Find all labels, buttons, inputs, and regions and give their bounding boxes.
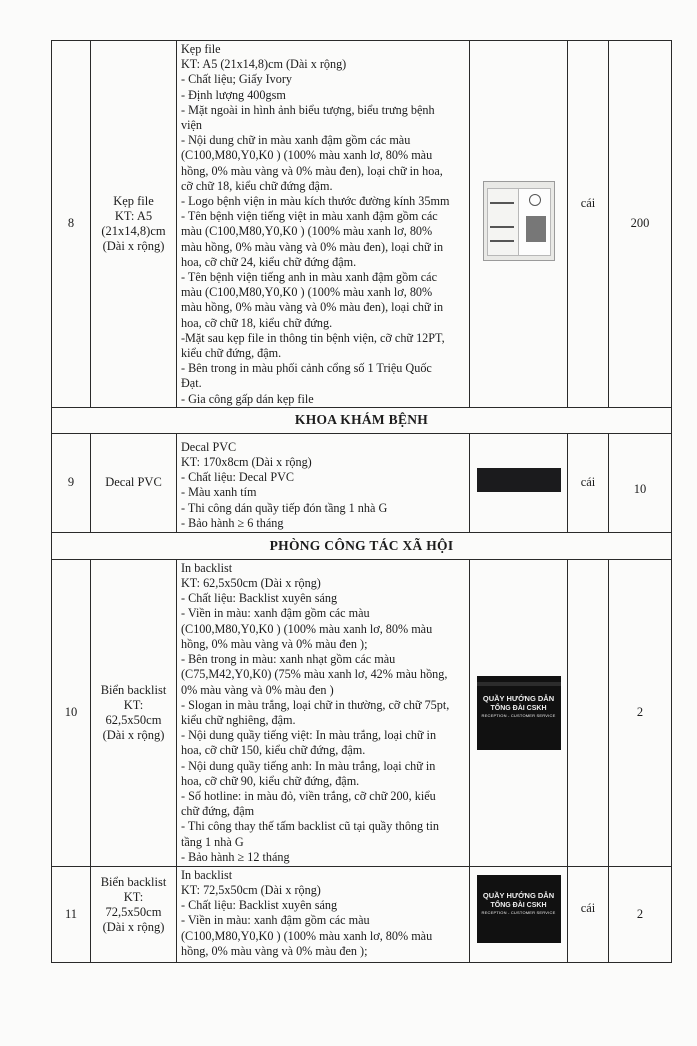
description-line: - Số hotline: in màu đỏ, viền trắng, cỡ chữ 200, kiểu — [181, 788, 436, 803]
description-line: KT: 72,5x50cm (Dài x rộng) — [181, 883, 321, 898]
unit: cái — [568, 433, 609, 532]
description-line: kiểu chữ nghiêng, đậm. — [181, 712, 296, 727]
backlist-line2: TỔNG ĐÀI CSKH — [490, 704, 547, 712]
table-row — [52, 433, 672, 532]
item-description — [177, 866, 470, 962]
table-row — [52, 41, 672, 408]
unit: cái — [568, 41, 609, 408]
section-title: KHOA KHÁM BỆNH — [52, 407, 672, 433]
item-image-cell — [470, 559, 568, 866]
description-line: 0% màu vàng và 0% màu đen ) — [181, 682, 334, 697]
description-line: hoa, cỡ chữ 18, kiểu chữ đứng. — [181, 315, 333, 330]
backlist-line2: TỔNG ĐÀI CSKH — [490, 901, 547, 909]
description-line: màu (C100,M80,Y0,K0 ) (100% màu xanh lơ, 80% — [181, 285, 433, 300]
description-line: - Thi công thay thế tấm backlist cũ tại quầy thông tin — [181, 819, 440, 834]
decal-image — [477, 468, 561, 492]
row-number: 11 — [52, 866, 91, 962]
backlist-line3: RECEPTION - CUSTOMER SERVICE — [481, 712, 556, 718]
description-line: hoa, cỡ chữ 24, kiểu chữ đứng đậm. — [181, 254, 357, 269]
description-line: Kẹp file — [181, 42, 221, 56]
backlist-line1: QUẦY HƯỚNG DẪN — [482, 693, 555, 703]
unit — [568, 559, 609, 866]
item-name-line: Decal PVC — [105, 475, 162, 490]
description-line: - Màu xanh tím — [181, 485, 257, 500]
description-line: In backlist — [181, 560, 233, 575]
section-title: PHÒNG CÔNG TÁC XÃ HỘI — [52, 532, 672, 559]
description-line: kiểu chữ đứng, đậm. — [181, 346, 282, 361]
item-description — [177, 433, 470, 532]
description-line: - Bảo hành ≥ 6 tháng — [181, 515, 284, 530]
description-line: hồng, 0% màu vàng và 0% màu đen ); — [181, 636, 368, 651]
item-name-line: KT: A5 — [114, 208, 153, 223]
table-row — [52, 866, 672, 962]
description-line: màu hồng, 0% màu vàng và 0% màu đen), loại chữ in — [181, 239, 444, 254]
item-name — [91, 559, 177, 866]
description-line: - Bên trong in màu phối cảnh cổng số 1 Triệu Quốc — [181, 361, 432, 376]
description-line: - Bên trong in màu: xanh nhạt gồm các màu — [181, 652, 396, 667]
description-line: - Slogan in màu trắng, loại chữ in thường, cỡ chữ 75pt, — [181, 697, 450, 712]
item-name-line: (Dài x rộng) — [102, 919, 165, 934]
description-line: KT: 62,5x50cm (Dài x rộng) — [181, 576, 321, 591]
quantity: 2 — [609, 866, 672, 962]
description-line: - Viền in màu: xanh đậm gồm các màu — [181, 913, 370, 928]
item-name-line: 72,5x50cm — [105, 904, 162, 919]
description-line: màu (C100,M80,Y0,K0 ) (100% màu xanh lơ, 80% — [181, 224, 433, 239]
hospital-logo-icon — [529, 194, 541, 206]
description-line: - Chất liệu: Decal PVC — [181, 470, 295, 485]
item-name-line: KT: — [123, 889, 144, 904]
description-line: - Nội dung chữ in màu xanh đậm gồm các màu — [181, 133, 411, 148]
file-folder-image — [483, 181, 555, 261]
description-line: - Logo bệnh viện in màu kích thước đường kính 35mm — [181, 194, 450, 209]
item-name-line: 62,5x50cm — [105, 712, 162, 727]
description-line: - Tên bệnh viện tiếng việt in màu xanh đậm gồm các — [181, 209, 438, 224]
description-line: - Định lượng 400gsm — [181, 87, 286, 102]
description-line: - Chất liệu; Giấy Ivory — [181, 72, 293, 87]
backlist-sign-image — [477, 875, 561, 943]
backlist-line1: QUẦY HƯỚNG DẪN — [482, 890, 555, 900]
row-number: 8 — [52, 41, 91, 408]
description-line: cỡ chữ 18, kiểu chữ đứng đậm. — [181, 178, 333, 193]
item-name-line: (Dài x rộng) — [102, 238, 165, 253]
item-name-line: Kẹp file — [113, 193, 154, 208]
description-line: - Mặt ngoài in hình ảnh biểu tượng, biểu trưng bệnh — [181, 102, 435, 117]
description-line: Decal PVC — [181, 439, 237, 454]
quantity: 2 — [609, 559, 672, 866]
quantity: 10 — [609, 433, 672, 532]
description-lines — [181, 42, 469, 407]
description-line: hoa, cỡ chữ 150, kiểu chữ đứng, đậm. — [181, 743, 366, 758]
description-lines — [181, 561, 469, 865]
item-name — [91, 433, 177, 532]
description-line: KT: A5 (21x14,8)cm (Dài x rộng) — [181, 57, 347, 72]
description-lines — [181, 868, 469, 959]
description-line: (C100,M80,Y0,K0 ) (100% màu xanh lơ, 80% màu — [181, 928, 433, 943]
table-row — [52, 559, 672, 866]
description-line: - Bảo hành ≥ 12 tháng — [181, 849, 290, 864]
description-line: KT: 170x8cm (Dài x rộng) — [181, 455, 312, 470]
item-name-line: Biển backlist — [100, 874, 167, 889]
description-line: tầng 1 nhà G — [181, 834, 244, 849]
description-line: chữ đứng, đậm — [181, 804, 255, 819]
description-line: -Mặt sau kẹp file in thông tin bệnh viện, cỡ chữ 12PT, — [181, 330, 445, 345]
description-line: - Tên bệnh viện tiếng anh in màu xanh đậm gồm các — [181, 270, 437, 285]
item-description — [177, 559, 470, 866]
description-line: - Nội dung quầy tiếng việt: In màu trắng, loại chữ in — [181, 728, 437, 743]
item-name-line: (21x14,8)cm — [101, 223, 166, 238]
description-line: In backlist — [181, 867, 233, 882]
item-image-cell — [470, 433, 568, 532]
description-line: (C75,M42,Y0,K0) (75% màu xanh lơ, 42% màu hồng, — [181, 667, 448, 682]
description-line: - Thi công dán quầy tiếp đón tầng 1 nhà G — [181, 500, 388, 515]
description-line: hồng, 0% màu vàng và 0% màu đen), loại chữ in hoa, — [181, 163, 443, 178]
description-line: (C100,M80,Y0,K0 ) (100% màu xanh lơ, 80% màu — [181, 621, 433, 636]
description-line: - Chất liệu: Backlist xuyên sáng — [181, 898, 338, 913]
item-name-line: (Dài x rộng) — [102, 727, 165, 742]
item-name-line: Biển backlist — [100, 682, 167, 697]
specification-table — [51, 40, 672, 963]
description-line: hồng, 0% màu vàng và 0% màu đen ); — [181, 943, 368, 958]
quantity: 200 — [609, 41, 672, 408]
backlist-sign-image — [477, 676, 561, 750]
description-line: - Viền in màu: xanh đậm gồm các màu — [181, 606, 370, 621]
backlist-line3: RECEPTION - CUSTOMER SERVICE — [481, 909, 556, 915]
item-name — [91, 866, 177, 962]
row-number: 10 — [52, 559, 91, 866]
item-image-cell — [470, 41, 568, 408]
item-image-cell — [470, 866, 568, 962]
item-name-line: KT: — [123, 697, 144, 712]
description-line: Đạt. — [181, 376, 202, 391]
description-line: - Chất liệu: Backlist xuyên sáng — [181, 591, 338, 606]
description-line: hoa, cỡ chữ 90, kiểu chữ đứng, đậm. — [181, 773, 360, 788]
row-number: 9 — [52, 433, 91, 532]
section-row — [52, 532, 672, 559]
description-lines — [181, 440, 469, 531]
description-line: (C100,M80,Y0,K0 ) (100% màu xanh lơ, 80% màu — [181, 148, 433, 163]
description-line: - Nội dung quầy tiếng anh: In màu trắng, loại chữ in — [181, 758, 436, 773]
description-line: - Gia công gấp dán kẹp file — [181, 391, 314, 406]
description-line: màu hồng, 0% màu vàng và 0% màu đen), loại chữ in — [181, 300, 444, 315]
section-row — [52, 407, 672, 433]
item-description — [177, 41, 470, 408]
item-name — [91, 41, 177, 408]
unit: cái — [568, 866, 609, 962]
description-line: viện — [181, 118, 202, 133]
